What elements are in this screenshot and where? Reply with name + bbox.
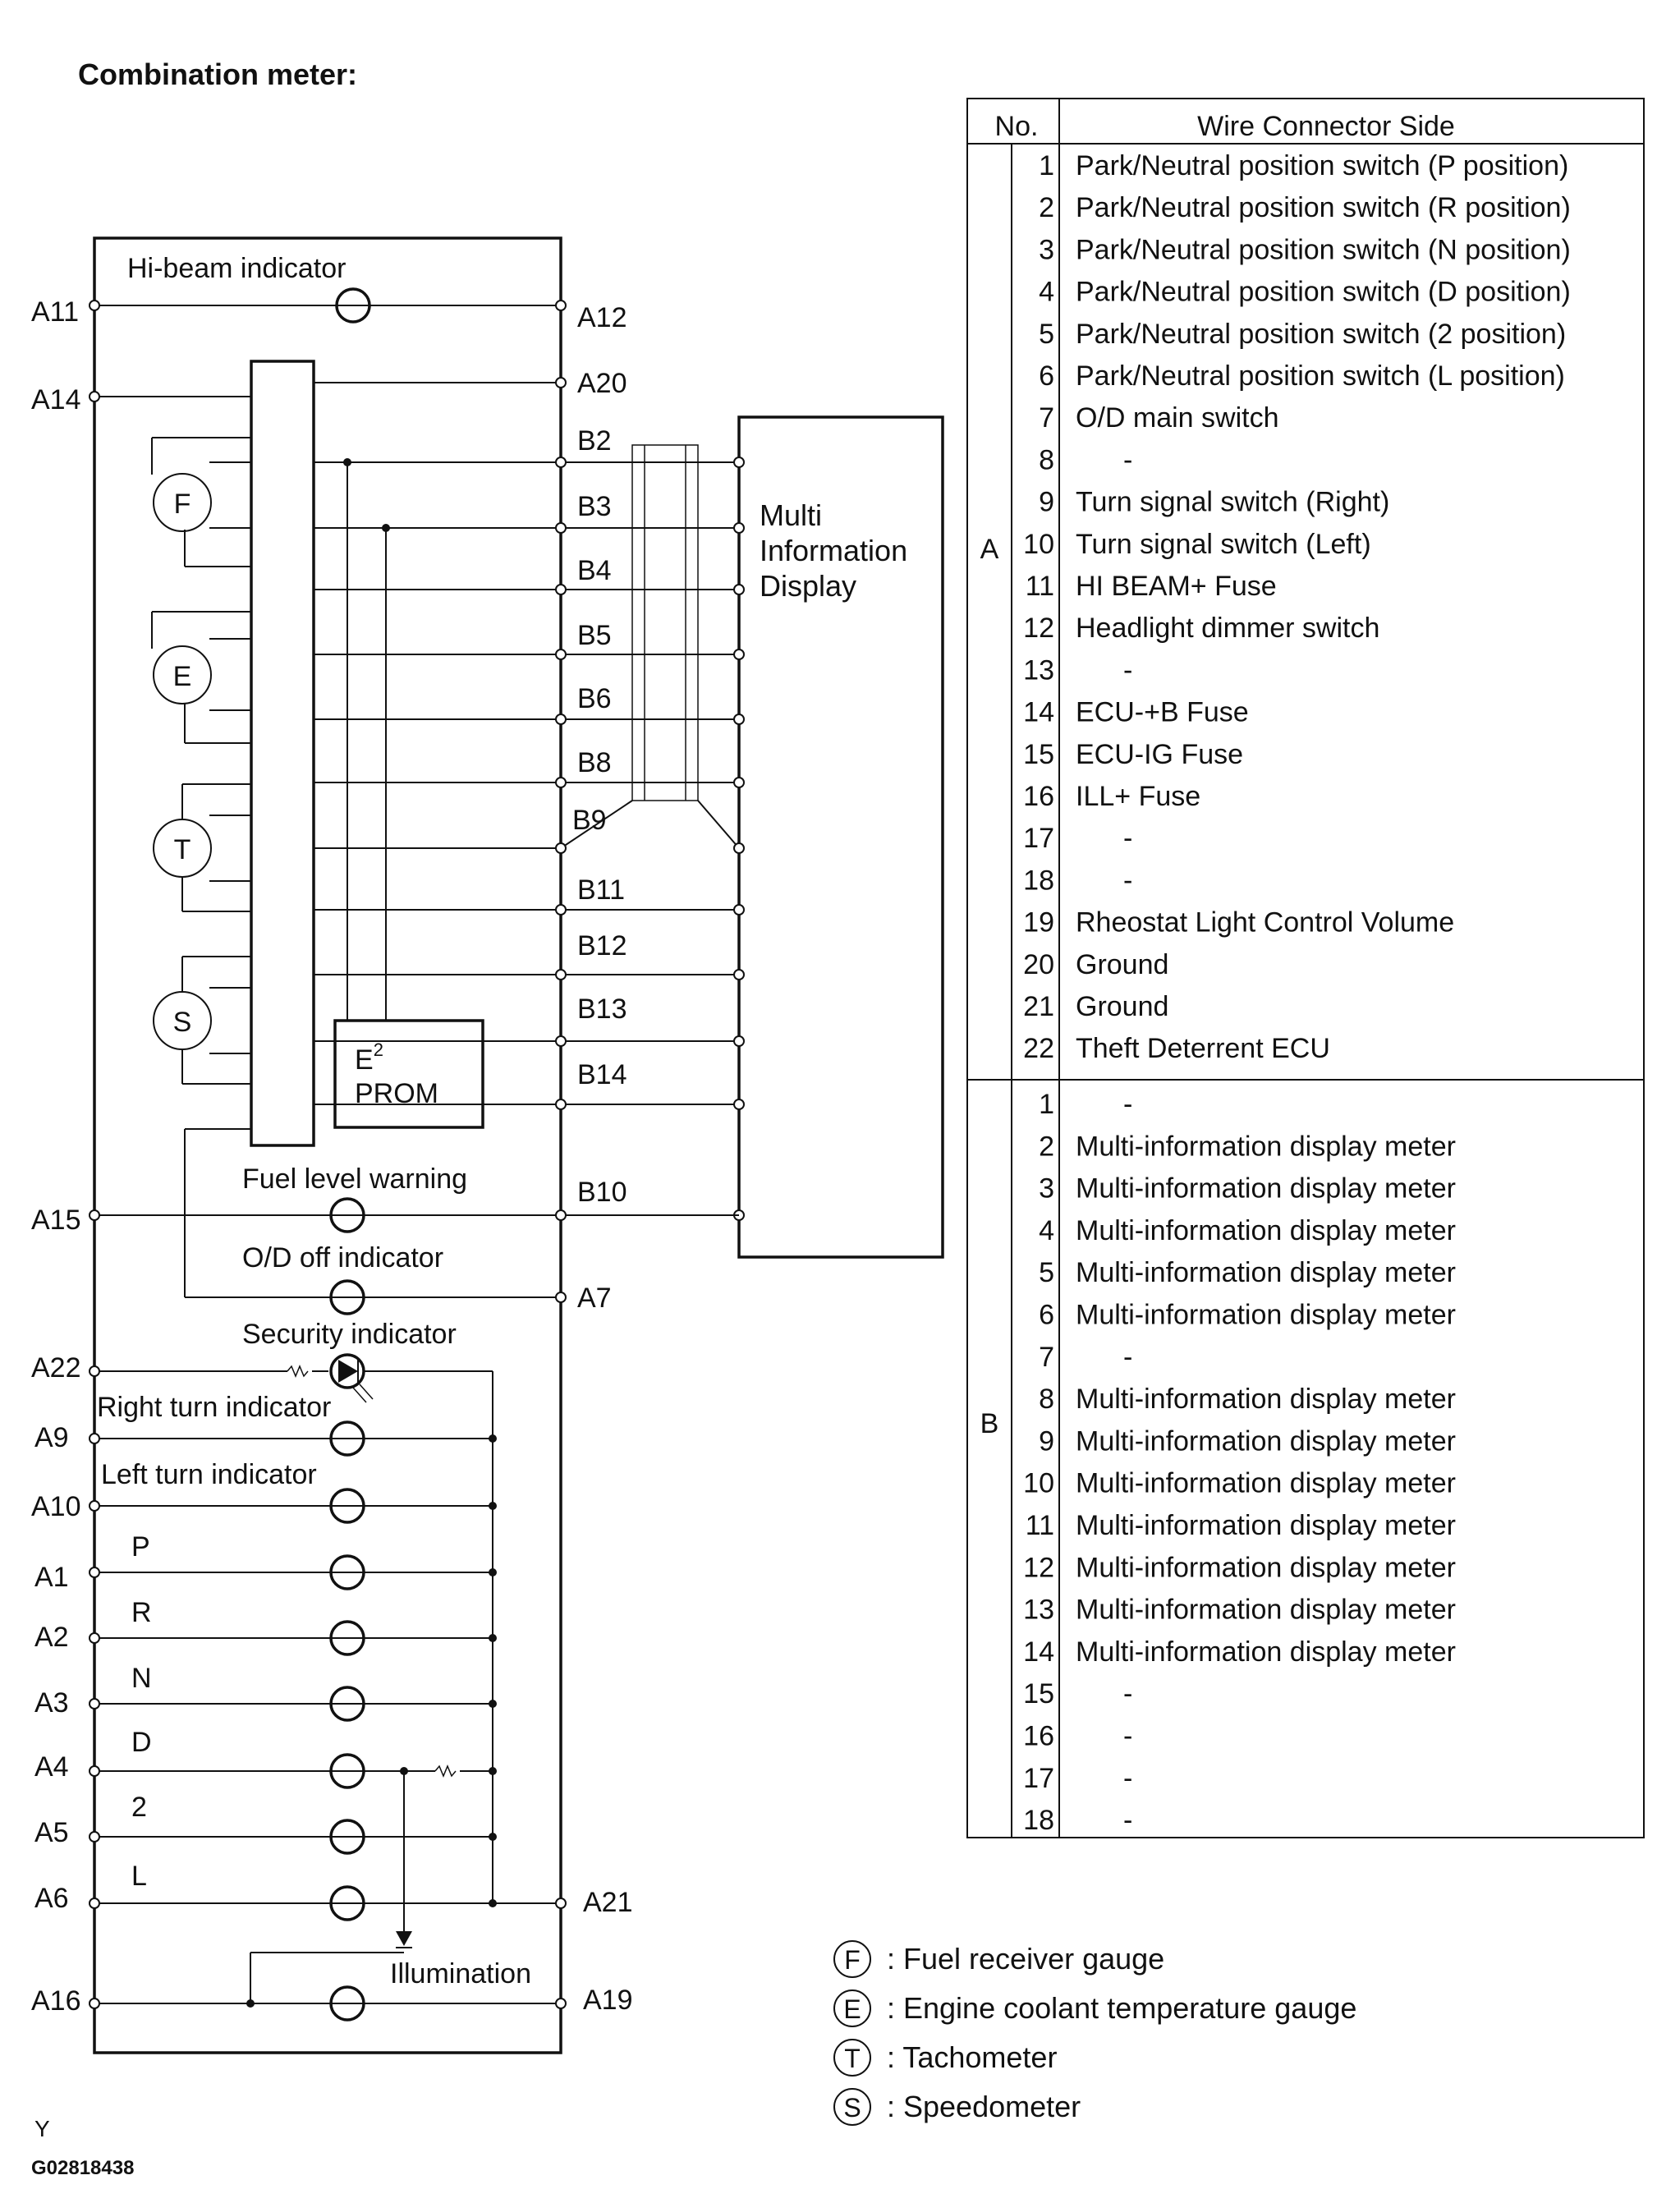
legend [834, 1941, 1356, 2125]
table-b-row-desc: - [1123, 1720, 1133, 1752]
table-a-row-desc: Ground [1076, 948, 1169, 980]
table-a-row-desc: Park/Neutral position switch (N position) [1076, 234, 1571, 266]
terminal-b2: B2 [577, 425, 612, 457]
terminal-b11: B11 [577, 874, 625, 906]
page-title: Combination meter: [78, 57, 358, 91]
shift-letter-l: L [131, 1861, 147, 1892]
footer-code: G02818438 [31, 2157, 135, 2179]
table-header-no: No. [994, 111, 1039, 142]
right-terminals [556, 301, 633, 2016]
terminal-a21: A21 [583, 1887, 633, 1918]
terminal-a3: A3 [34, 1687, 69, 1719]
table-a-row-desc: HI BEAM+ Fuse [1076, 571, 1277, 602]
table-a-row-no: 3 [1039, 234, 1054, 266]
terminal-a2: A2 [34, 1622, 69, 1653]
table-b-row-desc: Multi-information display meter [1076, 1257, 1456, 1289]
table-b-row-no: 3 [1039, 1173, 1054, 1205]
gauge-label-f: F [173, 489, 191, 520]
table-a-row-no: 21 [1023, 991, 1054, 1022]
table-b-row-no: 16 [1023, 1720, 1054, 1752]
table-b-row-no: 1 [1039, 1089, 1054, 1120]
shift-letter-n: N [131, 1663, 152, 1694]
table-b-row-desc: - [1123, 1089, 1133, 1120]
table-a-row-no: 8 [1039, 444, 1054, 476]
table-b-row-no: 10 [1023, 1467, 1054, 1499]
table-a-row-desc: ECU-IG Fuse [1076, 738, 1244, 770]
table-a-row-no: 22 [1023, 1033, 1054, 1065]
eprom-label-e: $E^2$ [355, 1039, 383, 1076]
table-a-row-desc: ECU-+B Fuse [1076, 696, 1249, 728]
shift-letter-p: P [131, 1531, 150, 1563]
terminal-a10: A10 [31, 1491, 81, 1522]
table-b-row-desc: Multi-information display meter [1076, 1384, 1456, 1416]
table-b-row-desc: Multi-information display meter [1076, 1299, 1456, 1331]
table-b-row-no: 2 [1039, 1131, 1054, 1163]
table-a-row-desc: Rheostat Light Control Volume [1076, 906, 1455, 938]
table-b-row-desc: Multi-information display meter [1076, 1131, 1456, 1163]
table-a-row-no: 16 [1023, 781, 1054, 812]
terminal-b10: B10 [577, 1177, 627, 1208]
table-b-row-no: 13 [1023, 1594, 1054, 1626]
table-a-row-no: 6 [1039, 360, 1054, 392]
d-resistor-icon [435, 1766, 456, 1776]
table-a-row-desc: - [1123, 823, 1133, 855]
table-a-row-no: 1 [1039, 150, 1054, 181]
legend-e-symbol: E [843, 1994, 861, 2024]
legend-s-text: : Speedometer [887, 2090, 1081, 2123]
terminal-a11: A11 [31, 296, 79, 328]
terminal-a22: A22 [31, 1352, 81, 1384]
gauge-label-t: T [173, 834, 191, 865]
terminal-b8: B8 [577, 747, 612, 778]
terminal-b5: B5 [577, 620, 612, 651]
terminal-a9: A9 [34, 1422, 69, 1453]
terminal-a20: A20 [577, 368, 627, 399]
table-a-row-no: 15 [1023, 738, 1054, 770]
legend-t-symbol: T [844, 2044, 861, 2073]
table-b-row-desc: Multi-information display meter [1076, 1214, 1456, 1246]
table-rows-a [1023, 150, 1571, 1064]
table-a-row-desc: ILL+ Fuse [1076, 781, 1201, 812]
table-b-row-desc: Multi-information display meter [1076, 1552, 1456, 1584]
mid-label-display: Display [760, 569, 857, 603]
table-a-row-no: 17 [1023, 823, 1054, 855]
terminal-b6: B6 [577, 683, 612, 714]
table-b-row-no: 14 [1023, 1636, 1054, 1668]
fuel-warning-label: Fuel level warning [242, 1163, 468, 1195]
table-b-row-no: 6 [1039, 1299, 1054, 1331]
terminal-a5: A5 [34, 1817, 69, 1848]
legend-f-text: : Fuel receiver gauge [887, 1942, 1165, 1976]
terminal-b12: B12 [577, 930, 627, 961]
table-a-row-no: 2 [1039, 192, 1054, 224]
terminal-a12: A12 [577, 302, 627, 333]
table-a-row-no: 9 [1039, 486, 1054, 518]
right-turn-label: Right turn indicator [97, 1392, 332, 1423]
table-b-row-desc: Multi-information display meter [1076, 1173, 1456, 1205]
table-b-row-desc: Multi-information display meter [1076, 1425, 1456, 1457]
meter-ic-bar [251, 361, 314, 1145]
table-a-row-desc: Ground [1076, 991, 1169, 1022]
table-b-row-desc: - [1123, 1762, 1133, 1794]
footer-y: Y [34, 2116, 50, 2141]
mid-label-information: Information [760, 534, 908, 567]
table-a-row-no: 18 [1023, 865, 1054, 897]
left-terminals [31, 296, 99, 2017]
table-a-row-desc: Headlight dimmer switch [1076, 613, 1380, 645]
table-header-side: Wire Connector Side [1197, 111, 1455, 142]
terminal-a15: A15 [31, 1205, 81, 1236]
table-b-row-desc: Multi-information display meter [1076, 1594, 1456, 1626]
illumination-label: Illumination [390, 1958, 531, 1989]
table-a-row-no: 20 [1023, 948, 1054, 980]
table-a-row-desc: Turn signal switch (Right) [1076, 486, 1390, 518]
legend-s-symbol: S [843, 2093, 861, 2123]
od-off-label: O/D off indicator [242, 1242, 444, 1274]
legend-f-symbol: F [844, 1945, 861, 1975]
table-b-row-desc: - [1123, 1805, 1133, 1837]
terminal-b4: B4 [577, 555, 612, 586]
terminal-b9: B9 [572, 805, 607, 836]
terminal-a16: A16 [31, 1985, 81, 2017]
table-b-row-desc: Multi-information display meter [1076, 1510, 1456, 1541]
terminal-b13: B13 [577, 994, 627, 1025]
left-turn-label: Left turn indicator [101, 1459, 317, 1490]
table-group-b: B [980, 1408, 999, 1439]
shift-letter-2: 2 [131, 1792, 147, 1823]
terminal-a14: A14 [31, 384, 81, 415]
table-a-row-desc: Park/Neutral position switch (L position) [1076, 360, 1565, 392]
shift-letter-d: D [131, 1727, 152, 1758]
table-a-row-desc: O/D main switch [1076, 402, 1279, 434]
table-a-row-desc: Turn signal switch (Left) [1076, 528, 1371, 560]
table-b-row-no: 12 [1023, 1552, 1054, 1584]
table-b-row-no: 9 [1039, 1425, 1054, 1457]
table-a-row-no: 13 [1023, 654, 1054, 686]
table-b-row-no: 17 [1023, 1762, 1054, 1794]
table-a-row-no: 4 [1039, 276, 1054, 308]
table-b-row-no: 5 [1039, 1257, 1054, 1289]
table-b-row-desc: - [1123, 1678, 1133, 1710]
eprom-label-prom: PROM [355, 1078, 438, 1109]
table-b-row-no: 4 [1039, 1214, 1054, 1246]
table-a-row-desc: Park/Neutral position switch (2 position) [1076, 318, 1567, 350]
table-rows-b [1023, 1089, 1456, 1836]
table-a-row-no: 14 [1023, 696, 1054, 728]
legend-t-text: : Tachometer [887, 2040, 1058, 2074]
terminal-b3: B3 [577, 491, 612, 522]
security-label: Security indicator [242, 1319, 457, 1350]
table-b-row-no: 7 [1039, 1341, 1054, 1373]
table-a-row-desc: - [1123, 654, 1133, 686]
terminal-a19: A19 [583, 1985, 633, 2016]
table-a-row-desc: - [1123, 444, 1133, 476]
table-b-row-no: 11 [1025, 1510, 1054, 1541]
table-group-a: A [980, 534, 999, 565]
terminal-a4: A4 [34, 1751, 69, 1783]
table-a-row-desc: Park/Neutral position switch (R position) [1076, 192, 1571, 224]
twisted-pair-shield [632, 445, 698, 801]
table-a-row-desc: Theft Deterrent ECU [1076, 1033, 1330, 1065]
table-b-row-no: 8 [1039, 1384, 1054, 1416]
table-a-row-desc: Park/Neutral position switch (P position) [1076, 150, 1569, 181]
table-a-row-desc: - [1123, 865, 1133, 897]
table-a-row-no: 11 [1025, 571, 1054, 602]
table-a-row-no: 12 [1023, 613, 1054, 645]
terminal-a7: A7 [577, 1283, 612, 1314]
mid-label-multi: Multi [760, 498, 823, 532]
shift-letter-r: R [131, 1597, 152, 1628]
terminal-a6: A6 [34, 1883, 69, 1914]
table-b-row-no: 18 [1023, 1805, 1054, 1837]
table-a-row-no: 19 [1023, 906, 1054, 938]
table-b-row-desc: Multi-information display meter [1076, 1467, 1456, 1499]
combination-meter-box [94, 238, 561, 2053]
security-resistor-icon [287, 1366, 308, 1376]
gauge-label-e: E [172, 661, 192, 692]
table-a-row-no: 10 [1023, 528, 1054, 560]
hi-beam-label: Hi-beam indicator [127, 253, 347, 284]
terminal-b14: B14 [577, 1059, 627, 1090]
table-b-row-desc: - [1123, 1341, 1133, 1373]
gauge-label-s: S [172, 1007, 192, 1038]
table-b-row-desc: Multi-information display meter [1076, 1636, 1456, 1668]
table-a-row-no: 7 [1039, 402, 1054, 434]
table-a-row-desc: Park/Neutral position switch (D position) [1076, 276, 1571, 308]
table-a-row-no: 5 [1039, 318, 1054, 350]
legend-e-text: : Engine coolant temperature gauge [887, 1991, 1357, 2025]
terminal-a1: A1 [34, 1562, 69, 1593]
table-b-row-no: 15 [1023, 1678, 1054, 1710]
